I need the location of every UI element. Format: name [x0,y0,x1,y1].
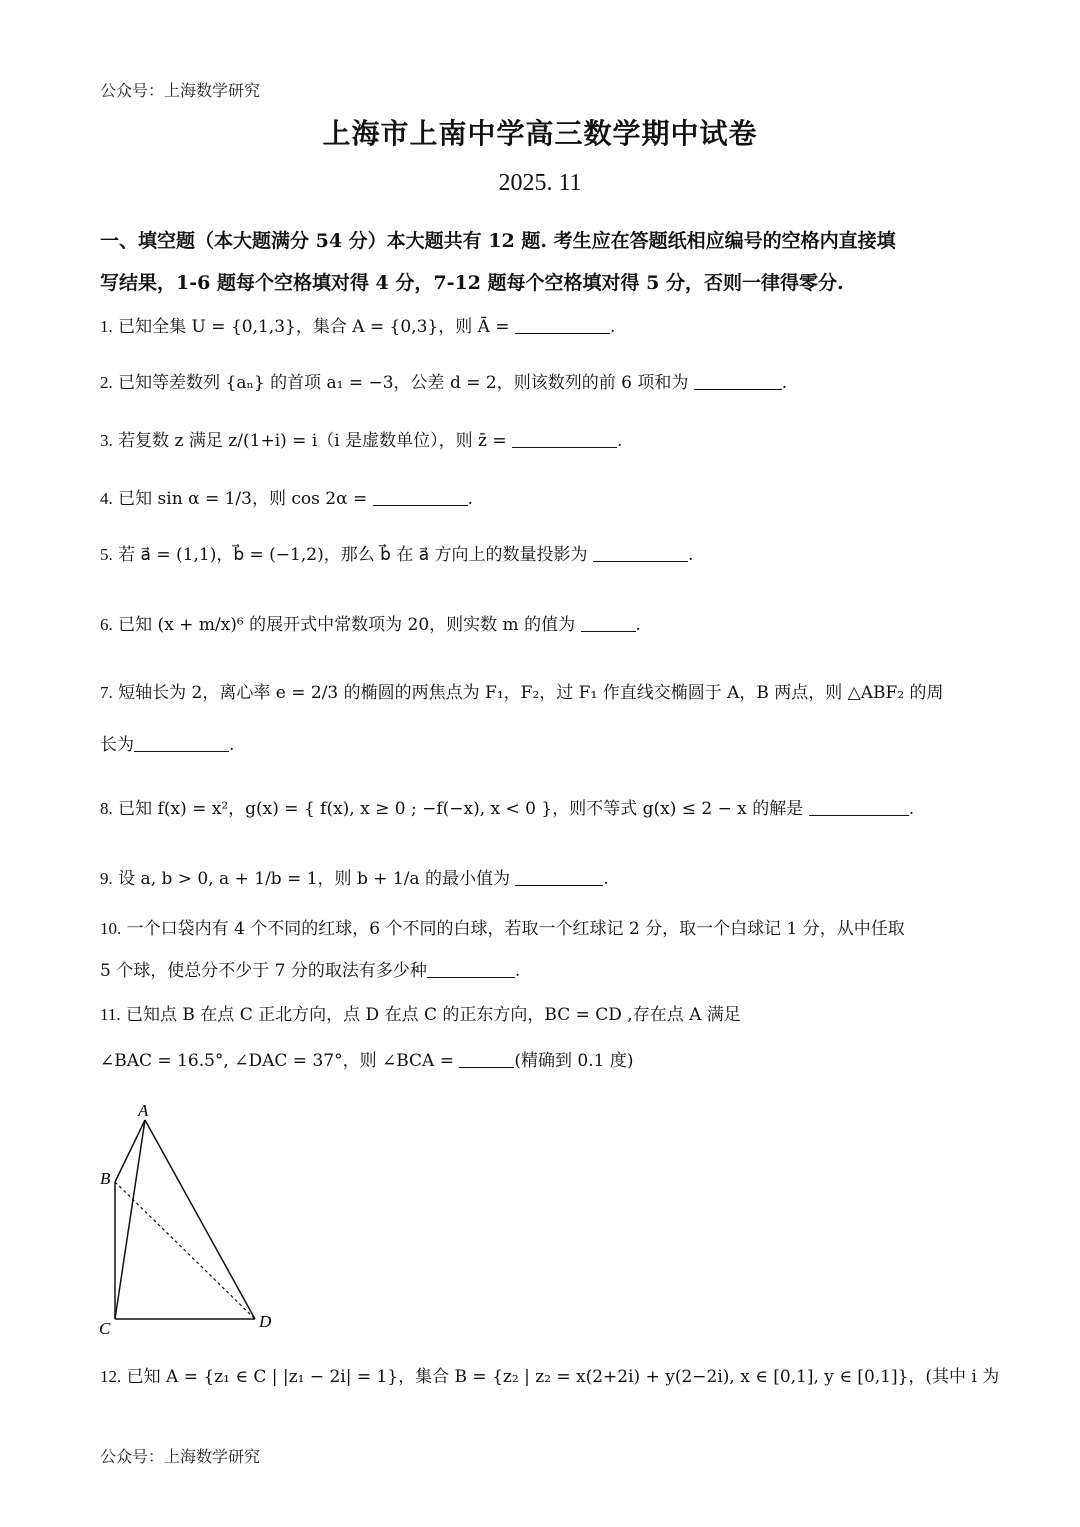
question-end: . [514,961,521,981]
question-8 [100,788,985,830]
question-12 [100,1356,1000,1398]
question-end: . [908,799,915,819]
section-heading-line-1: 一、填空题（本大题满分 54 分）本大题共有 12 题. 考生应在答题纸相应编号的空格内直接填 [100,230,896,252]
question-text-line-1: 已知点 B 在点 C 正北方向，点 D 在点 C 的正东方向，BC = CD ,存在点 A 满足 [126,1005,741,1025]
question-text: 已知等差数列 {aₙ} 的首项 a₁ = −3，公差 d = 2，则该数列的前 6 项和为 [118,373,689,393]
label-D: D [259,1312,272,1331]
footer-note: 公众号：上海数学研究 [100,1447,261,1466]
question-number: 12. [100,1367,122,1386]
question-11 [100,994,985,1082]
question-end: . [609,317,616,337]
question-end: . [635,615,641,635]
question-text-line-1: 一个口袋内有 4 个不同的红球，6 个不同的白球，若取一个红球记 2 分，取一个白球记 1 分，从中任取 [126,919,905,939]
question-tail: (精确到 0.1 度) [514,1051,634,1071]
question-number: 3. [100,431,113,450]
question-number: 6. [100,615,113,634]
answer-blank[interactable] [809,797,909,816]
question-number: 9. [100,869,113,888]
answer-blank[interactable] [512,429,617,448]
answer-blank[interactable] [515,315,610,334]
question-text-line-2: 5 个球，使总分不少于 7 分的取法有多少种 [100,961,427,981]
section-heading [100,220,985,304]
question-9 [100,858,985,900]
question-text: 已知全集 U = {0,1,3}，集合 A = {0,3}，则 Ā = [118,317,510,337]
question-2 [100,362,985,404]
question-number: 4. [100,489,113,508]
question-10 [100,908,985,992]
question-end: . [229,735,235,755]
question-text: 若 a⃗ = (1,1)，b⃗ = (−1,2)，那么 b⃗ 在 a⃗ 方向上的数量投影为 [118,545,588,565]
answer-blank[interactable] [427,959,515,978]
question-end: . [603,869,609,889]
answer-blank[interactable] [459,1049,514,1068]
triangle-figure [95,1098,285,1344]
question-text: 已知 f(x) = x²，g(x) = { f(x), x ≥ 0 ; −f(−x), x < 0 }，则不等式 g(x) ≤ 2 − x 的解是 [118,799,804,819]
question-6 [100,604,985,646]
question-text-line-1: 短轴长为 2，离心率 e = 2/3 的椭圆的两焦点为 F₁，F₂，过 F₁ 作直线交椭圆于 A，B 两点，则 △ABF₂ 的周 [118,683,944,703]
question-number: 7. [100,683,113,702]
question-text: 已知 sin α = 1/3，则 cos 2α = [118,489,368,509]
answer-blank[interactable] [373,487,468,506]
question-number: 10. [100,919,122,938]
question-text: 已知 A = {z₁ ∈ C | |z₁ − 2i| = 1}，集合 B = {z₂ | z₂ = x(2+2i) + y(2−2i), x ∈ [0,1], y ∈ [0,1]}，(其中 i 为 [126,1367,1000,1387]
question-end: . [467,489,474,509]
segment-AD [145,1120,255,1319]
question-end: . [687,545,694,565]
question-4 [100,478,985,520]
question-number: 5. [100,545,113,564]
answer-blank[interactable] [581,613,636,632]
question-text: 若复数 z 满足 z/(1+i) = i（i 是虚数单位），则 z̄ = [118,431,507,451]
question-7 [100,672,985,766]
answer-blank[interactable] [515,867,603,886]
question-number: 2. [100,373,113,392]
question-text-line-2: 长为 [100,735,134,755]
question-text: 设 a, b > 0, a + 1/b = 1，则 b + 1/a 的最小值为 [118,869,510,889]
page-title: 上海市上南中学高三数学期中试卷 [322,117,758,150]
header-note: 公众号：上海数学研究 [100,81,261,100]
label-C: C [99,1319,111,1338]
question-5 [100,534,985,576]
question-text: 已知 (x + m/x)⁶ 的展开式中常数项为 20，则实数 m 的值为 [118,615,576,635]
answer-blank[interactable] [593,543,688,562]
exam-date: 2025. 11 [498,170,582,196]
question-end: . [617,431,623,451]
section-heading-line-2: 写结果，1-6 题每个空格填对得 4 分，7-12 题每个空格填对得 5 分，否则一律得零分. [100,272,844,294]
question-end: . [781,373,788,393]
question-number: 8. [100,799,113,818]
answer-blank[interactable] [694,371,782,390]
question-1 [100,306,985,348]
question-text-line-2: ∠BAC = 16.5°, ∠DAC = 37°，则 ∠BCA = [100,1051,454,1071]
answer-blank[interactable] [134,733,229,752]
label-A: A [138,1101,149,1120]
segment-BD-dashed [115,1182,255,1319]
label-B: B [100,1169,111,1188]
question-3 [100,420,985,462]
question-number: 1. [100,317,113,336]
question-number: 11. [100,1005,121,1024]
